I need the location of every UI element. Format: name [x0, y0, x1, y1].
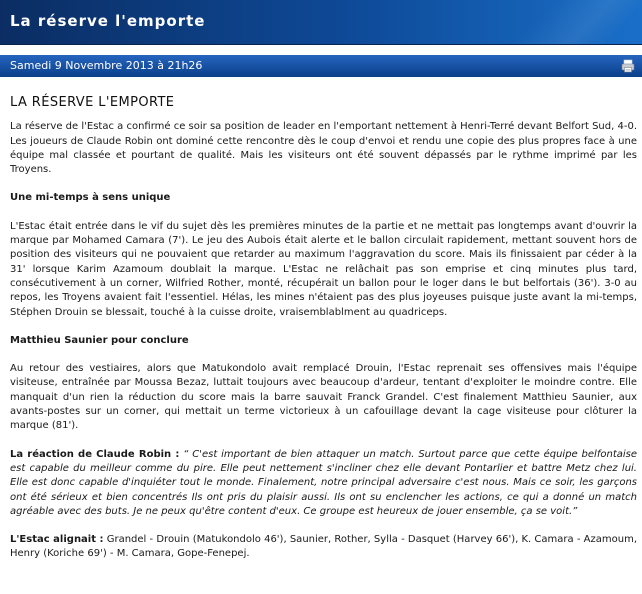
date-bar: [0, 55, 642, 77]
subheading-first-half: Une mi-temps à sens unique: [10, 192, 171, 204]
printer-icon[interactable]: [621, 59, 635, 73]
paragraph-first-half: L'Estac était entrée dans le vif du sujet dès les premières minutes de la partie et ne mettait pas longtemps avant d'ouvrir la marque par Mohamed Camara (7'). Le jeu des Aubois était alerte et le ballon circulait rapidement, mettant souvent hors de position des visiteurs qui ne pouvaient que retarder au maximum l'aggravation du score. Mais ils finissaient par céder à la 31' lorsque Karim Azamoum doublait la marque. L'Estac ne relâchait pas son emprise et cinq minutes plus tard, consécutivement à un corner, Wilfried Rother, monté, récupérait un ballon pour le loger dans le but belfortais (36'). 3-0 au repos, les Troyens avaient fait l'essentiel. Hélas, les mines n'étaient pas des plus joyeuses puisque juste avant la mi-temps, Stéphen Drouin se blessait, touché à la cuisse droite, vraisemblablment au quadriceps.: [10, 220, 637, 318]
article-intro: La réserve de l'Estac a confirmé ce soir sa position de leader en l'emportant nettement à Henri-Terré devant Belfort Sud, 4-0. Les joueurs de Claude Robin ont dominé cette rencontre dès le coup d'envoi et rendu une copie des plus propres face à une équipe mal classée et pourtant de qualité. Mais les visiteurs ont été souvent dépassés par le rythme imprimé par les Troyens.: [10, 121, 637, 176]
lineup-label: L'Estac alignait :: [10, 534, 104, 546]
article-title-bar: [0, 0, 642, 45]
subheading-conclusion: Matthieu Saunier pour conclure: [10, 334, 189, 346]
title-bar-decoration: [502, 0, 642, 44]
reaction-label: La réaction de Claude Robin :: [10, 448, 180, 460]
paragraph-second-half: Au retour des vestiaires, alors que Matukondolo avait remplacé Drouin, l'Estac reprenait ses offensives mais l'équipe visiteuse, entraînée par Moussa Bezaz, luttait toujours avec beaucoup d'ardeur, tentant d'exploiter le moindre contre. Elle manquait d'un rien la réduction du score mais la barre sauvait Franck Grandel. C'est finalement Matthieu Saunier, aux avants-postes sur un corner, qui mettait un terme victorieux à un cafouillage devant la cage visiteuse pour clôturer la marque (81').: [10, 363, 637, 432]
page-title: La réserve l'emporte: [10, 12, 206, 30]
article-heading: LA RÉSERVE L'EMPORTE: [10, 95, 175, 110]
article-body: [10, 96, 637, 576]
publish-date: Samedi 9 Novembre 2013 à 21h26: [10, 59, 203, 72]
coach-reaction: [10, 448, 637, 519]
reaction-quote: “ C'est important de bien attaquer un match. Surtout parce que cette équipe belfontaise est capable du meilleur comme du pire. Elle peut nettement s'incliner chez elle devant Pontarlier et battre Metz chez lui. Elle est donc capable d'inquiéter tout le monde. Finalement, notre principal adversaire c'est nous. Mais ce soir, les garçons ont été sérieux et bien concentrés Ils ont pris du plaisir aussi. Ils ont su enclencher les actions, ce qui a donné un match agréable avec des buts. Je ne peux qu'être content d'eux. Ce groupe est heureux de jouer ensemble, ça se voit.”: [10, 448, 638, 517]
lineup: [10, 533, 637, 562]
lineup-players: Grandel - Drouin (Matukondolo 46'), Saunier, Rother, Sylla - Dasquet (Harvey 66'), K. Camara - Azamoum, Henry (Koriche 69') - M. Camara, Gope-Fenepej.: [10, 534, 637, 560]
